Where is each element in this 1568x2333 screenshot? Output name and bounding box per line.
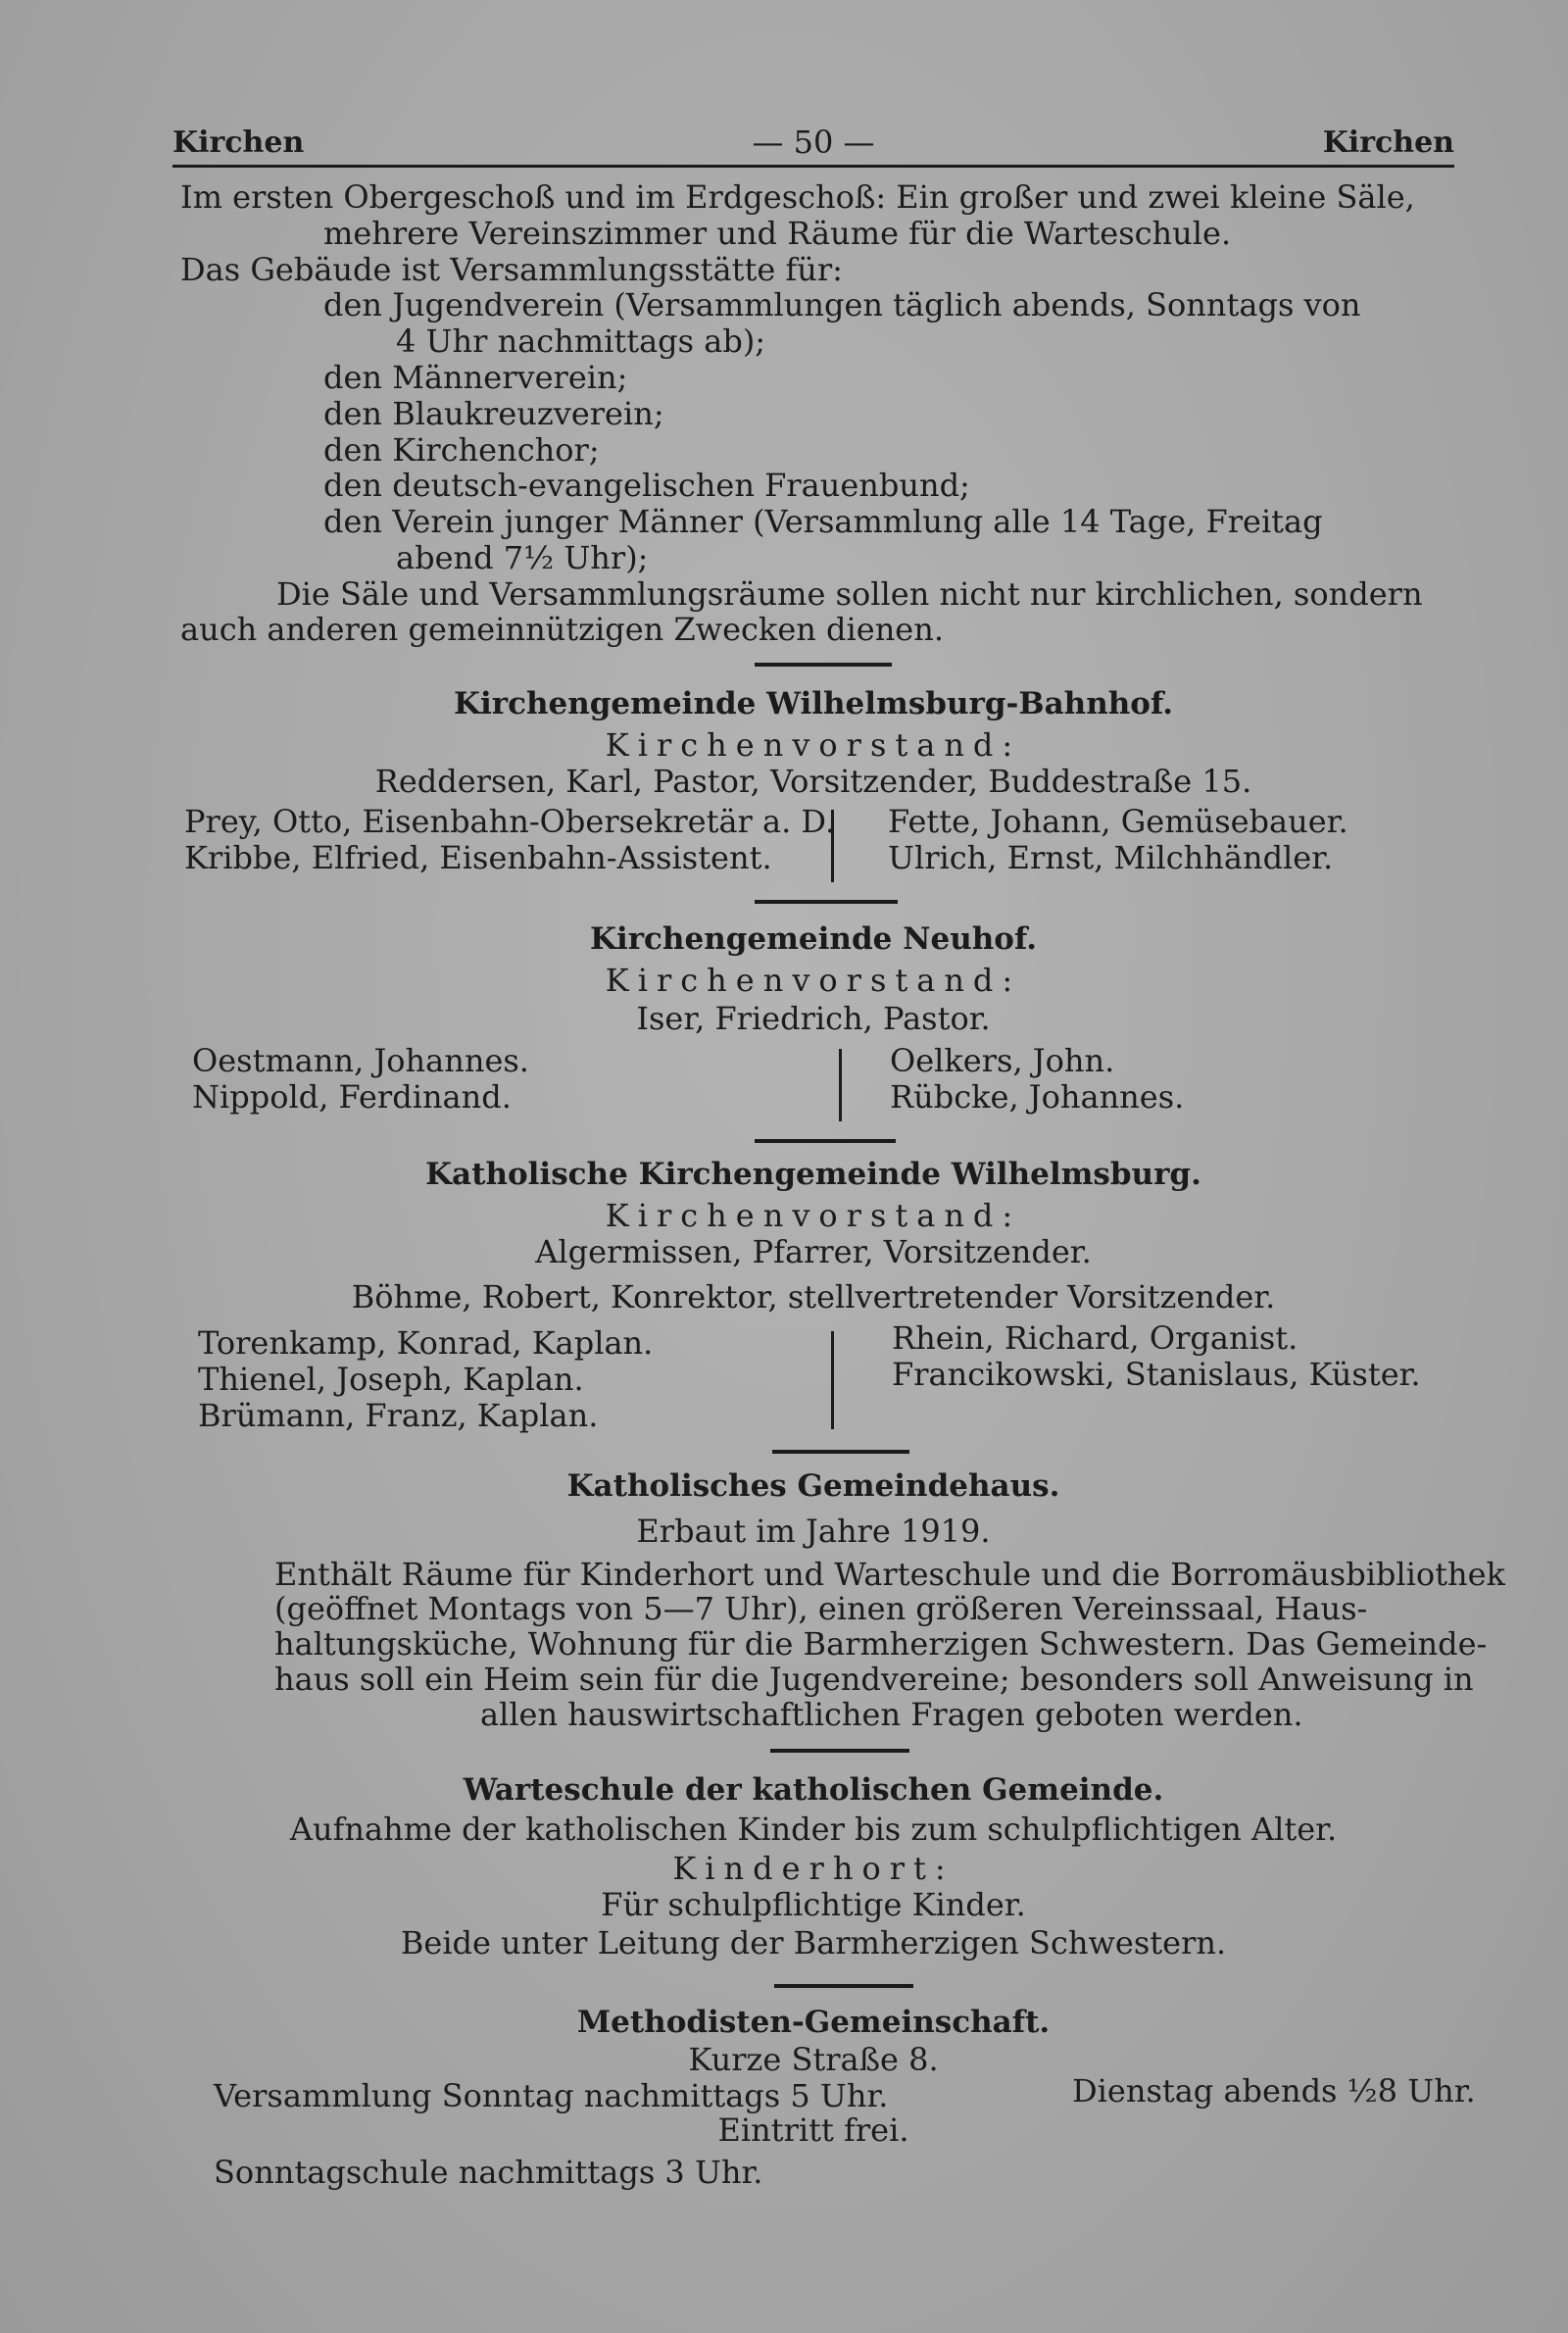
column-divider bbox=[831, 810, 834, 882]
bahnhof-chair: Reddersen, Karl, Pastor, Vorsitzender, Buddestraße 15. bbox=[374, 763, 1252, 800]
section-divider bbox=[770, 1749, 909, 1753]
member-name: Ulrich, Ernst, Milchhändler. bbox=[888, 839, 1334, 876]
member-name: Oelkers, John. bbox=[890, 1042, 1115, 1079]
katholisch-right-column bbox=[892, 1320, 1421, 1393]
warteschule-line-2: Für schulpflichtige Kinder. bbox=[601, 1886, 1026, 1923]
header-right: Kirchen bbox=[1322, 125, 1454, 160]
methodisten-sunday-school: Sonntagschule nachmittags 3 Uhr. bbox=[214, 2154, 763, 2191]
member-name: Francikowski, Stanislaus, Küster. bbox=[892, 1356, 1421, 1393]
member-name: Thienel, Joseph, Kaplan. bbox=[198, 1361, 584, 1398]
intro-line-12: Die Säle und Versammlungsräume sollen nicht nur kirchlichen, sondern bbox=[276, 575, 1423, 613]
page-number: — 50 — bbox=[752, 124, 875, 161]
column-divider bbox=[831, 1331, 834, 1429]
intro-line-11: abend 7½ Uhr); bbox=[396, 539, 649, 576]
methodisten-entry: Eintritt frei. bbox=[717, 2111, 909, 2149]
neuhof-chair: Iser, Friedrich, Pastor. bbox=[636, 1000, 991, 1037]
section-divider bbox=[774, 1984, 913, 1988]
running-header bbox=[172, 125, 1454, 165]
gemeindehaus-line-2: (geöffnet Montags von 5—7 Uhr), einen größeren Vereinssaal, Haus- bbox=[274, 1590, 1368, 1627]
katholisch-chair: Algermissen, Pfarrer, Vorsitzender. bbox=[535, 1233, 1092, 1270]
bahnhof-right-column bbox=[888, 804, 1348, 876]
section-divider bbox=[755, 900, 898, 904]
header-left: Kirchen bbox=[172, 125, 305, 160]
member-name: Prey, Otto, Eisenbahn-Obersekretär a. D. bbox=[184, 803, 836, 840]
intro-line-10: den Verein junger Männer (Versammlung alle 14 Tage, Freitag bbox=[323, 503, 1323, 540]
header-rule bbox=[172, 165, 1454, 168]
intro-line-8: den Kirchenchor; bbox=[323, 431, 600, 469]
gemeindehaus-line-1: Enthält Räume für Kinderhort und Warteschule und die Borromäusbibliothek bbox=[274, 1556, 1505, 1593]
intro-line-2: mehrere Vereinszimmer und Räume für die Warteschule. bbox=[323, 215, 1232, 252]
member-name: Fette, Johann, Gemüsebauer. bbox=[888, 803, 1348, 840]
gemeindehaus-title: Katholisches Gemeindehaus. bbox=[566, 1468, 1060, 1504]
intro-line-5: 4 Uhr nachmittags ab); bbox=[396, 323, 766, 360]
warteschule-line-1: Aufnahme der katholischen Kinder bis zum schulpflichtigen Alter. bbox=[289, 1811, 1338, 1848]
neuhof-title: Kirchengemeinde Neuhof. bbox=[590, 921, 1037, 957]
member-name: Kribbe, Elfried, Eisenbahn-Assistent. bbox=[184, 839, 772, 876]
gemeindehaus-line-5: allen hauswirtschaftlichen Fragen geboten werden. bbox=[480, 1696, 1303, 1733]
bahnhof-title: Kirchengemeinde Wilhelmsburg-Bahnhof. bbox=[454, 686, 1173, 721]
section-divider bbox=[755, 663, 892, 667]
gemeindehaus-line-4: haus soll ein Heim sein für die Jugendvereine; besonders soll Anweisung in bbox=[274, 1661, 1474, 1698]
member-name: Nippold, Ferdinand. bbox=[192, 1078, 512, 1116]
member-name: Rübcke, Johannes. bbox=[890, 1078, 1185, 1116]
bahnhof-subtitle: Kirchenvorstand: bbox=[605, 726, 1022, 764]
warteschule-line-3: Beide unter Leitung der Barmherzigen Schwestern. bbox=[400, 1924, 1227, 1961]
intro-line-13: auch anderen gemeinnützigen Zwecken dienen. bbox=[180, 611, 945, 648]
methodisten-title: Methodisten-Gemeinschaft. bbox=[576, 2005, 1051, 2040]
section-divider bbox=[755, 1139, 896, 1143]
intro-line-4: den Jugendverein (Versammlungen täglich abends, Sonntags von bbox=[323, 286, 1361, 323]
intro-line-6: den Männerverein; bbox=[323, 359, 628, 396]
intro-line-7: den Blaukreuzverein; bbox=[323, 395, 664, 432]
member-name: Torenkamp, Konrad, Kaplan. bbox=[198, 1324, 654, 1362]
section-divider bbox=[772, 1450, 909, 1454]
member-name: Oestmann, Johannes. bbox=[192, 1042, 529, 1079]
katholisch-left-column bbox=[198, 1325, 653, 1434]
bahnhof-left-column bbox=[184, 804, 835, 876]
gemeindehaus-line-3: haltungsküche, Wohnung für die Barmherzigen Schwestern. Das Gemeinde- bbox=[274, 1625, 1488, 1663]
neuhof-left-column bbox=[192, 1043, 529, 1116]
intro-line-9: den deutsch-evangelischen Frauenbund; bbox=[323, 467, 970, 504]
intro-line-3: Das Gebäude ist Versammlungsstätte für: bbox=[180, 251, 843, 288]
warteschule-title: Warteschule der katholischen Gemeinde. bbox=[463, 1772, 1164, 1808]
methodisten-meeting-tuesday: Dienstag abends ½8 Uhr. bbox=[1072, 2072, 1476, 2110]
column-divider bbox=[839, 1049, 842, 1121]
gemeindehaus-built: Erbaut im Jahre 1919. bbox=[636, 1513, 991, 1550]
neuhof-subtitle: Kirchenvorstand: bbox=[605, 962, 1022, 999]
katholisch-vice-chair: Böhme, Robert, Konrektor, stellvertretender Vorsitzender. bbox=[351, 1278, 1276, 1315]
member-name: Brümann, Franz, Kaplan. bbox=[198, 1397, 599, 1434]
methodisten-meeting-sunday: Versammlung Sonntag nachmittags 5 Uhr. bbox=[214, 2077, 889, 2114]
member-name: Rhein, Richard, Organist. bbox=[892, 1319, 1298, 1357]
katholisch-title: Katholische Kirchengemeinde Wilhelmsburg. bbox=[425, 1157, 1201, 1192]
methodisten-address: Kurze Straße 8. bbox=[688, 2041, 939, 2078]
katholisch-subtitle: Kirchenvorstand: bbox=[605, 1197, 1022, 1234]
kinderhort-subtitle: Kinderhort: bbox=[672, 1850, 955, 1887]
neuhof-right-column bbox=[890, 1043, 1184, 1116]
intro-line-1: Im ersten Obergeschoß und im Erdgeschoß: Ein großer und zwei kleine Säle, bbox=[180, 178, 1415, 216]
